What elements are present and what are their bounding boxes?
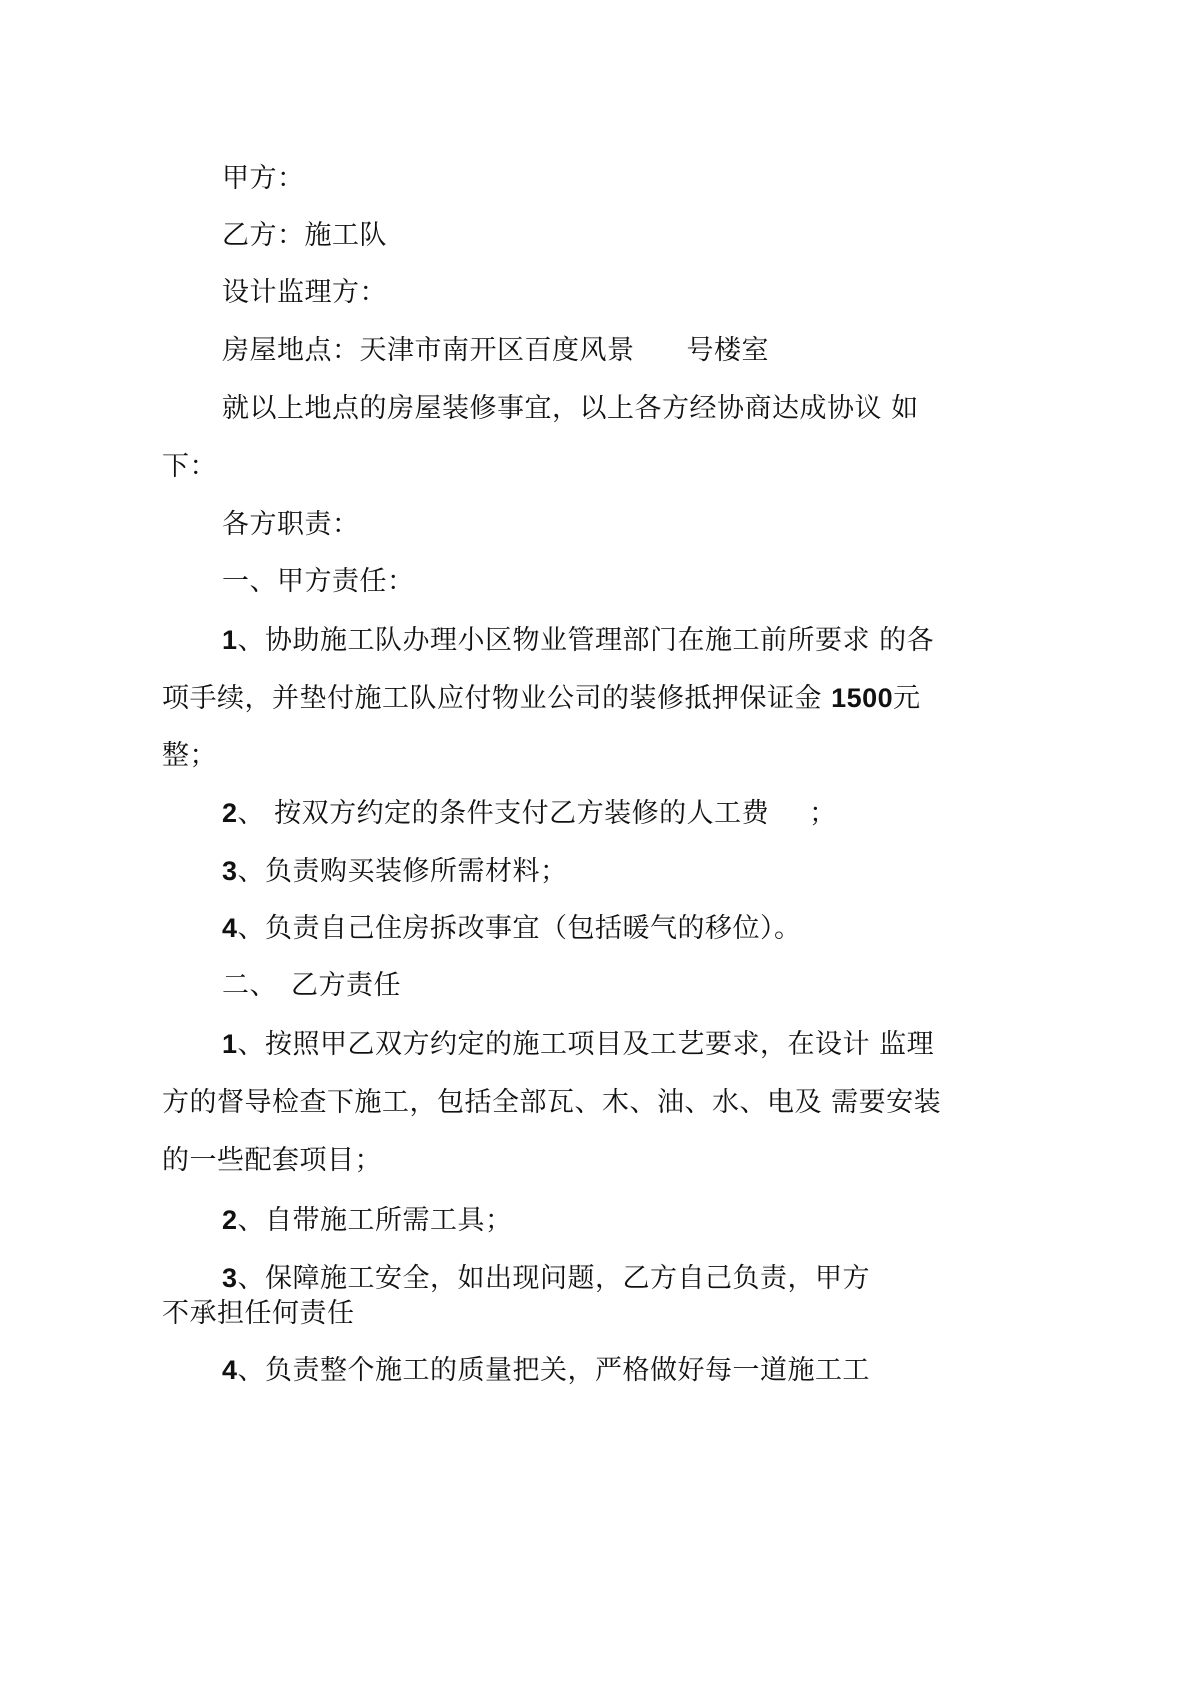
a-item-1-text-2: 项手续，并垫付施工队应付物业公司的装修抵押保证金 [162, 683, 832, 714]
a-item-4-number: 4 [222, 913, 238, 943]
a-item-3-number: 3 [222, 856, 238, 886]
a-item-2-text: 、 按双方约定的条件支付乙方装修的人工费 [237, 798, 770, 829]
b-item-3-text-2: 不承担任何责任 [162, 1298, 355, 1329]
b-item-4-text: 、负责整个施工的质量把关，严格做好每一道施工工 [237, 1355, 871, 1386]
address-label: 房屋地点：天津市南开区百度风景 [222, 335, 635, 366]
section-two-heading-text: 乙方责任 [291, 970, 401, 1001]
intro-line-1 [222, 392, 919, 426]
supervisor-line [222, 276, 387, 310]
b-item-3-line-1 [222, 1261, 870, 1296]
party-b-label: 乙方：施工队 [222, 220, 387, 251]
party-a-line [222, 162, 305, 196]
section-one-heading [222, 565, 415, 599]
address-line [222, 334, 769, 368]
a-item-1-text-1: 、协助施工队办理小区物业管理部门在施工前所要求 的各 [237, 625, 935, 656]
supervisor-label: 设计监理方： [222, 277, 387, 308]
duties-heading [222, 508, 360, 542]
a-item-1-number: 1 [222, 625, 238, 655]
party-b-line [222, 219, 387, 253]
a-item-4-line [222, 911, 802, 946]
b-item-2-number: 2 [222, 1205, 238, 1235]
b-item-1-number: 1 [222, 1029, 238, 1059]
b-item-1-text-2: 方的督导检查下施工，包括全部瓦、木、油、水、电及 需要安装 [162, 1087, 942, 1118]
b-item-3-text-1: 、保障施工安全，如出现问题，乙方自己负责，甲方 [237, 1263, 871, 1294]
party-a-label: 甲方： [222, 163, 305, 194]
a-item-3-line [222, 854, 568, 889]
duties-heading-text: 各方职责： [222, 509, 360, 540]
a-item-1-text-3: 整； [162, 740, 217, 771]
b-item-2-text: 、自带施工所需工具； [237, 1205, 513, 1236]
a-item-2-line [222, 796, 837, 831]
b-item-1-text-3: 的一些配套项目； [162, 1145, 382, 1176]
a-item-4-text: 、负责自己住房拆改事宜（包括暖气的移位）。 [237, 913, 802, 944]
a-item-1-amount: 1500 [831, 683, 894, 713]
a-item-1-currency: 元 [893, 683, 921, 714]
b-item-1-text-1: 、按照甲乙双方约定的施工项目及工艺要求，在设计 监理 [237, 1029, 935, 1060]
b-item-1-line-3 [162, 1144, 382, 1178]
a-item-1-line-1 [222, 623, 934, 658]
a-item-2-number: 2 [222, 798, 238, 828]
b-item-4-number: 4 [222, 1355, 238, 1385]
a-item-3-text: 、负责购买装修所需材料； [237, 856, 568, 887]
intro-line-2 [162, 450, 217, 484]
address-suffix: 号楼室 [686, 335, 769, 366]
b-item-3-line-2 [162, 1297, 355, 1331]
b-item-1-line-2 [162, 1086, 941, 1120]
intro-text-2: 下： [162, 451, 217, 482]
a-item-2-tail: ； [809, 798, 837, 829]
b-item-1-line-1 [222, 1027, 934, 1062]
b-item-3-number: 3 [222, 1263, 238, 1293]
section-two-heading-num: 二、 [222, 970, 277, 1001]
b-item-2-line [222, 1203, 513, 1238]
section-two-heading [222, 969, 401, 1003]
a-item-1-line-2 [162, 681, 921, 716]
b-item-4-line [222, 1353, 870, 1388]
intro-text-1: 就以上地点的房屋装修事宜，以上各方经协商达成协议 如 [222, 393, 919, 424]
a-item-1-line-3 [162, 739, 217, 773]
section-one-heading-text: 一、甲方责任： [222, 566, 415, 597]
